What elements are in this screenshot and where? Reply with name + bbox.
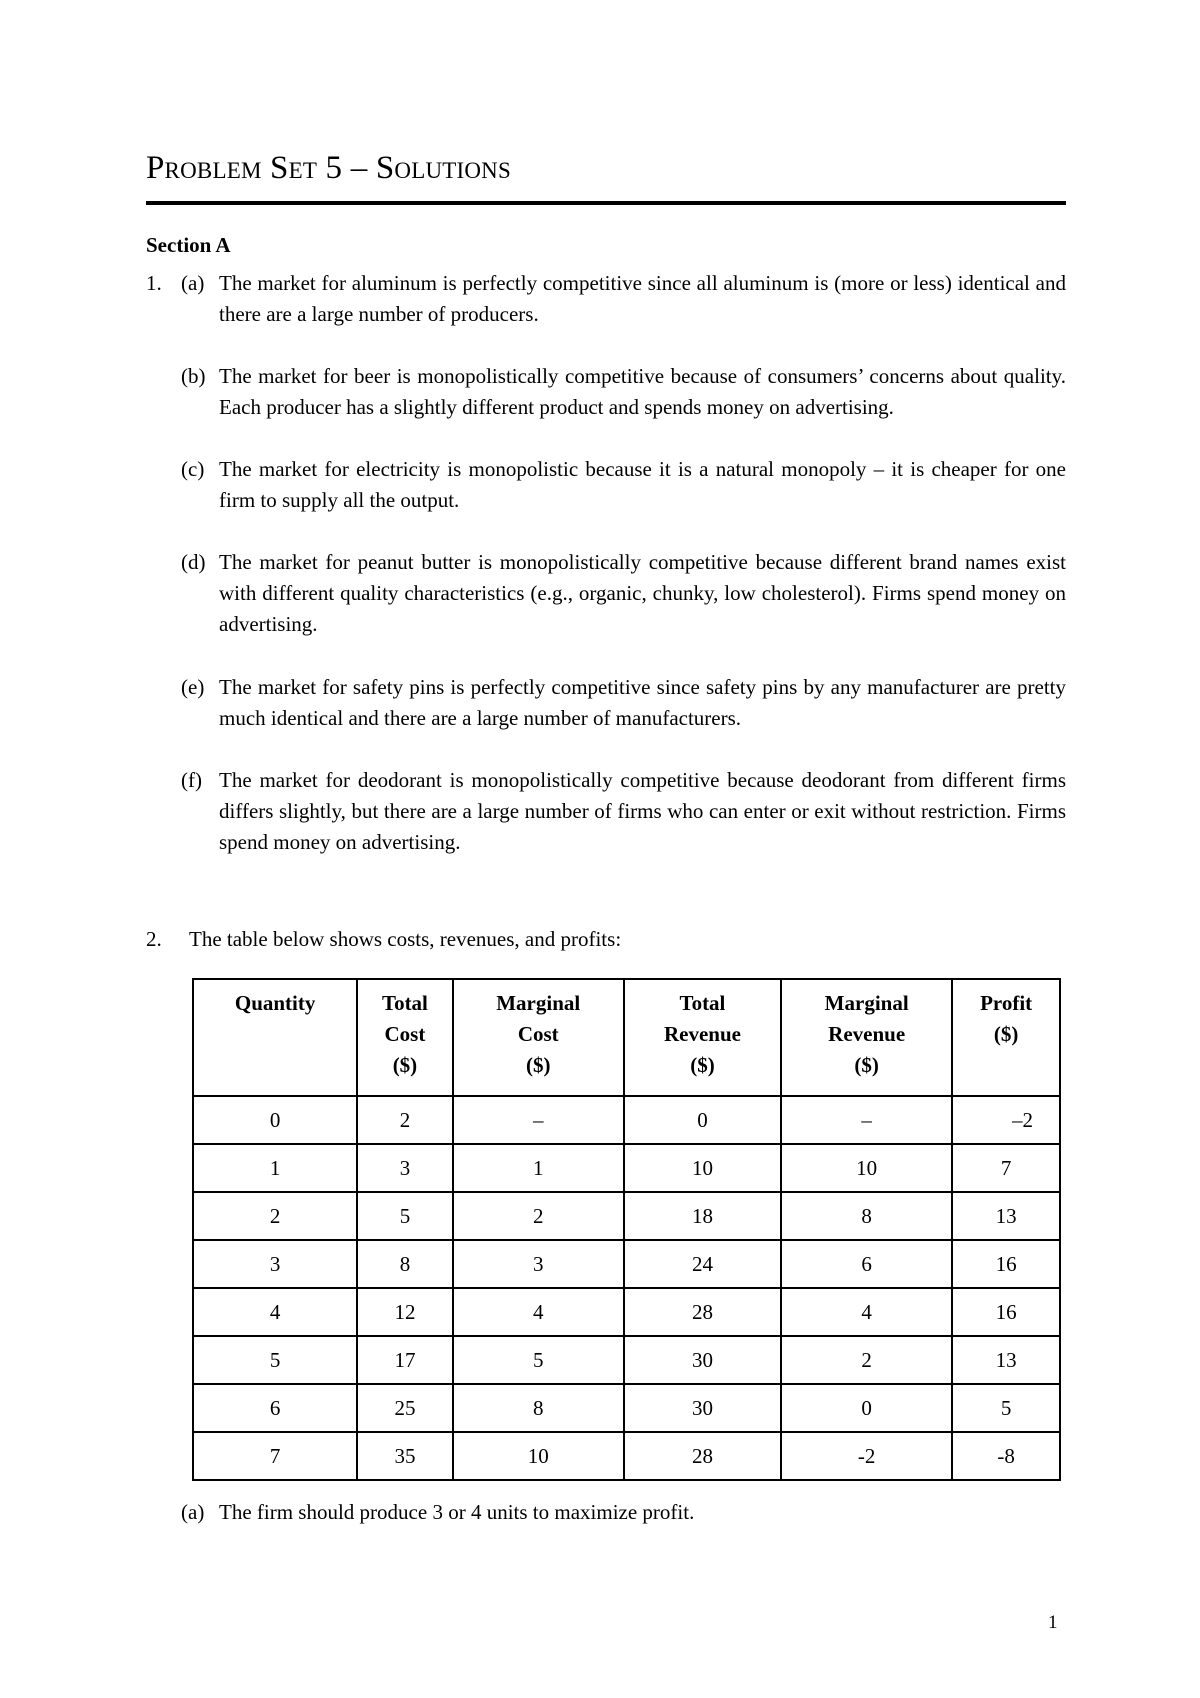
section-heading: Section A: [146, 233, 231, 257]
page-title: Problem Set 5 – Solutions: [146, 150, 511, 186]
table-cell: 24: [624, 1240, 781, 1288]
table-cell: 2: [453, 1192, 624, 1240]
table-row: [193, 1432, 1060, 1480]
table-cell: –: [781, 1096, 952, 1144]
table-cell: 4: [781, 1288, 952, 1336]
table-cell: -2: [781, 1432, 952, 1480]
part-text: The firm should produce 3 or 4 units to maximize profit.: [219, 1500, 695, 1524]
table-cell: 3: [453, 1240, 624, 1288]
table-cell: -8: [952, 1432, 1060, 1480]
table-cell: 2: [193, 1192, 357, 1240]
table-cell: 2: [357, 1096, 452, 1144]
part-text: The market for beer is monopolistically competitive because of consumers’ concerns about quality. Each producer has a slightly different product and spends money on advertising.: [219, 364, 1066, 419]
question-intro-text: The table below shows costs, revenues, and profits:: [189, 927, 622, 951]
part-letter: (e): [181, 675, 205, 699]
part-letter: (b): [181, 364, 206, 388]
table-cell: –: [453, 1096, 624, 1144]
table-cell: 7: [193, 1432, 357, 1480]
table-cell: 7: [952, 1144, 1060, 1192]
table-cell: 2: [781, 1336, 952, 1384]
table-cell: 35: [357, 1432, 452, 1480]
header-total-cost: Total Cost ($): [357, 979, 452, 1096]
header-marginal-revenue: Marginal Revenue ($): [781, 979, 952, 1096]
page-number: 1: [1048, 1612, 1058, 1633]
table-cell: 8: [357, 1240, 452, 1288]
part-text: The market for electricity is monopolistic because it is a natural monopoly – it is cheaper for one firm to supply all the output.: [219, 457, 1066, 512]
table-cell: –2: [952, 1096, 1060, 1144]
table-cell: 6: [193, 1384, 357, 1432]
cost-revenue-table: [192, 978, 1061, 1481]
table-header-row: [193, 979, 1060, 1096]
table-cell: 0: [624, 1096, 781, 1144]
table-cell: 5: [453, 1336, 624, 1384]
part-text: The market for deodorant is monopolistically competitive because deodorant from different firms differs slightly, but there are a large number of firms who can enter or exit without restriction. Firms spend money on advertising.: [219, 768, 1066, 854]
table-cell: 10: [453, 1432, 624, 1480]
table-cell: 4: [453, 1288, 624, 1336]
table-cell: 10: [624, 1144, 781, 1192]
table-row: [193, 1384, 1060, 1432]
header-total-revenue: Total Revenue ($): [624, 979, 781, 1096]
table-cell: 10: [781, 1144, 952, 1192]
header-quantity: Quantity: [193, 979, 357, 1096]
table-cell: 5: [193, 1336, 357, 1384]
title-rule: [146, 201, 1066, 205]
table-cell: 28: [624, 1432, 781, 1480]
table-row: [193, 1144, 1060, 1192]
table-cell: 16: [952, 1240, 1060, 1288]
part-letter: (c): [181, 457, 205, 481]
table-cell: 3: [193, 1240, 357, 1288]
table-cell: 17: [357, 1336, 452, 1384]
header-marginal-cost: Marginal Cost ($): [453, 979, 624, 1096]
table-cell: 1: [453, 1144, 624, 1192]
table-cell: 1: [193, 1144, 357, 1192]
part-letter: (a): [181, 1500, 205, 1524]
part-letter: (a): [181, 271, 205, 295]
table-cell: 5: [952, 1384, 1060, 1432]
part-letter: (f): [181, 768, 202, 792]
part-text: The market for peanut butter is monopolistically competitive because different brand names exist with different quality characteristics (e.g., organic, chunky, low cholesterol). Firms spend money on advertising.: [219, 550, 1066, 636]
table-cell: 30: [624, 1336, 781, 1384]
part-text: The market for aluminum is perfectly competitive since all aluminum is (more or less) identical and there are a large number of producers.: [219, 271, 1066, 326]
table-cell: 4: [193, 1288, 357, 1336]
table-row: [193, 1288, 1060, 1336]
table-cell: 8: [781, 1192, 952, 1240]
part-letter: (d): [181, 550, 206, 574]
table-cell: 16: [952, 1288, 1060, 1336]
table-cell: 30: [624, 1384, 781, 1432]
table-cell: 0: [781, 1384, 952, 1432]
table-cell: 18: [624, 1192, 781, 1240]
header-profit: Profit ($): [952, 979, 1060, 1096]
question-number: 1.: [146, 271, 162, 295]
table-cell: 5: [357, 1192, 452, 1240]
table-cell: 28: [624, 1288, 781, 1336]
table-cell: 8: [453, 1384, 624, 1432]
table-row: [193, 1240, 1060, 1288]
part-text: The market for safety pins is perfectly competitive since safety pins by any manufacturer are pretty much identical and there are a large number of manufacturers.: [219, 675, 1066, 730]
table-row: [193, 1192, 1060, 1240]
table-row: [193, 1096, 1060, 1144]
table-cell: 6: [781, 1240, 952, 1288]
table-cell: 12: [357, 1288, 452, 1336]
table-row: [193, 1336, 1060, 1384]
table-cell: 0: [193, 1096, 357, 1144]
table-cell: 3: [357, 1144, 452, 1192]
table-cell: 13: [952, 1336, 1060, 1384]
question-number: 2.: [146, 927, 162, 951]
table-cell: 13: [952, 1192, 1060, 1240]
table-cell: 25: [357, 1384, 452, 1432]
